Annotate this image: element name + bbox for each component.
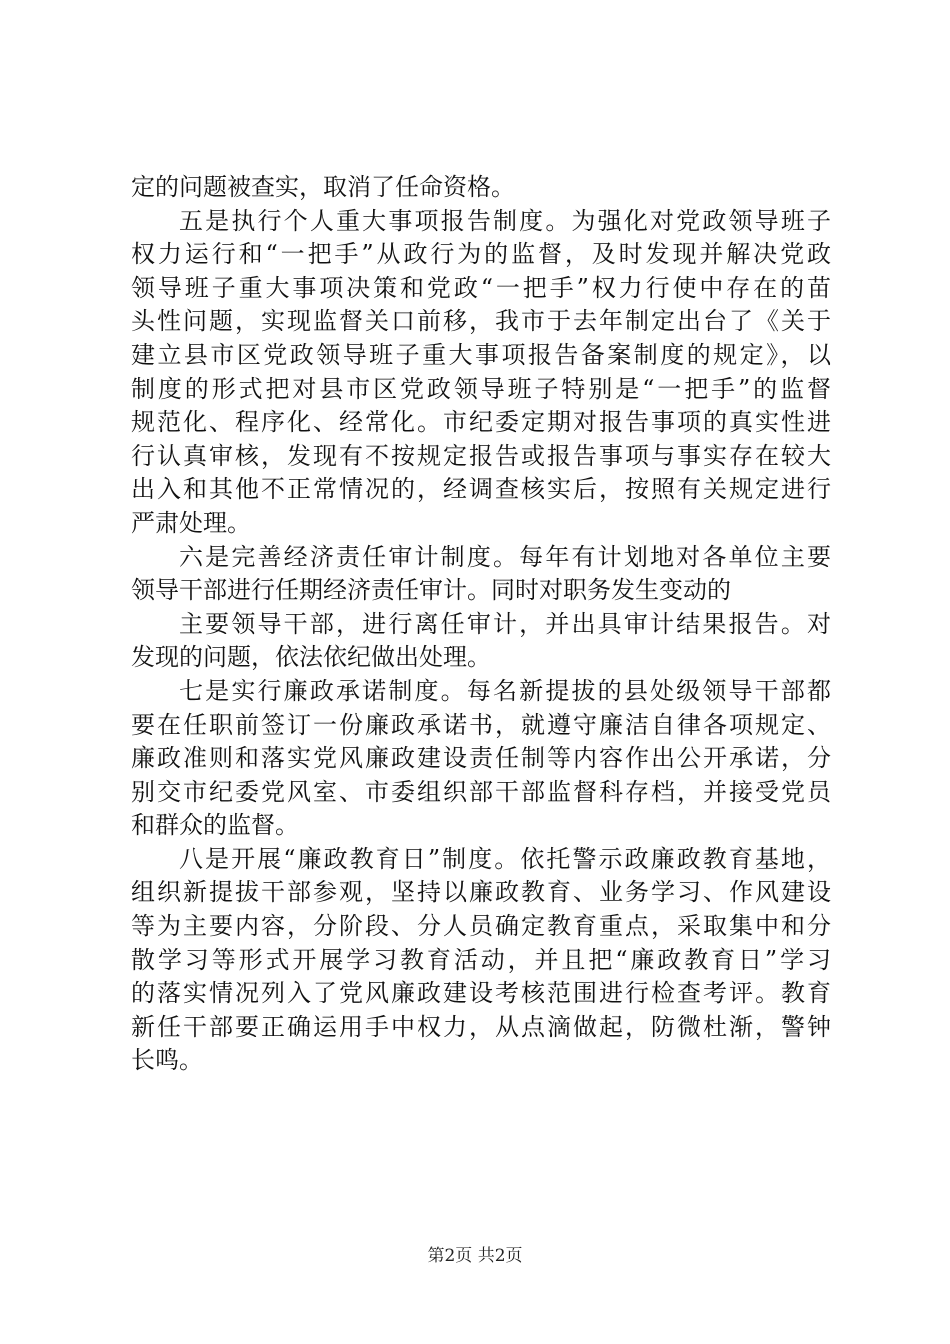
text-line: 新任干部要正确运用手中权力，从点滴做起，防微杜渐，警钟 [131,1012,831,1041]
text-line: 七是实行廉政承诺制度。每名新提拔的县处级领导干部都 [179,676,831,705]
text-line: 建立县市区党政领导班子重大事项报告备案制度的规定》，以 [131,340,831,369]
text-line: 五是执行个人重大事项报告制度。为强化对党政领导班子 [179,206,831,235]
text-line: 八是开展“廉政教育日”制度。依托警示政廉政教育基地， [179,844,831,873]
text-line: 别交市纪委党风室、市委组织部干部监督科存档，并接受党员 [131,777,831,806]
text-line: 行认真审核，发现有不按规定报告或报告事项与事实存在较大 [131,441,831,470]
text-line: 要在任职前签订一份廉政承诺书，就遵守廉洁自律各项规定、 [131,710,831,739]
text-line: 六是完善经济责任审计制度。每年有计划地对各单位主要 [179,542,831,571]
document-body [131,171,831,1078]
text-line: 头性问题，实现监督关口前移，我市于去年制定出台了《关于 [131,307,831,336]
page-footer: 第2页 共2页 [427,1246,523,1266]
text-line: 领导班子重大事项决策和党政“一把手”权力行使中存在的苗 [131,273,831,302]
text-line: 的落实情况列入了党风廉政建设考核范围进行检查考评。教育 [131,979,831,1008]
text-line: 组织新提拔干部参观，坚持以廉政教育、业务学习、作风建设 [131,878,831,907]
text-line: 严肃处理。 [131,508,251,537]
text-line: 廉政准则和落实党风廉政建设责任制等内容作出公开承诺，分 [131,744,831,773]
text-line: 等为主要内容，分阶段、分人员确定教育重点，采取集中和分 [131,912,831,941]
text-line: 权力运行和“一把手”从政行为的监督，及时发现并解决党政 [131,240,831,269]
text-line: 制度的形式把对县市区党政领导班子特别是“一把手”的监督 [131,374,831,403]
text-line: 出入和其他不正常情况的，经调查核实后，按照有关规定进行 [131,475,831,504]
text-line: 长鸣。 [131,1046,203,1075]
text-line: 规范化、程序化、经常化。市纪委定期对报告事项的真实性进 [131,408,831,437]
text-line: 主要领导干部，进行离任审计，并出具审计结果报告。对 [179,609,831,638]
text-line: 和群众的监督。 [131,811,299,840]
text-line: 散学习等形式开展学习教育活动，并且把“廉政教育日”学习 [131,945,831,974]
text-line: 发现的问题，依法依纪做出处理。 [131,643,491,672]
text-line: 定的问题被查实，取消了任命资格。 [131,173,515,201]
text-line: 领导干部进行任期经济责任审计。同时对职务发生变动的 [131,576,731,605]
